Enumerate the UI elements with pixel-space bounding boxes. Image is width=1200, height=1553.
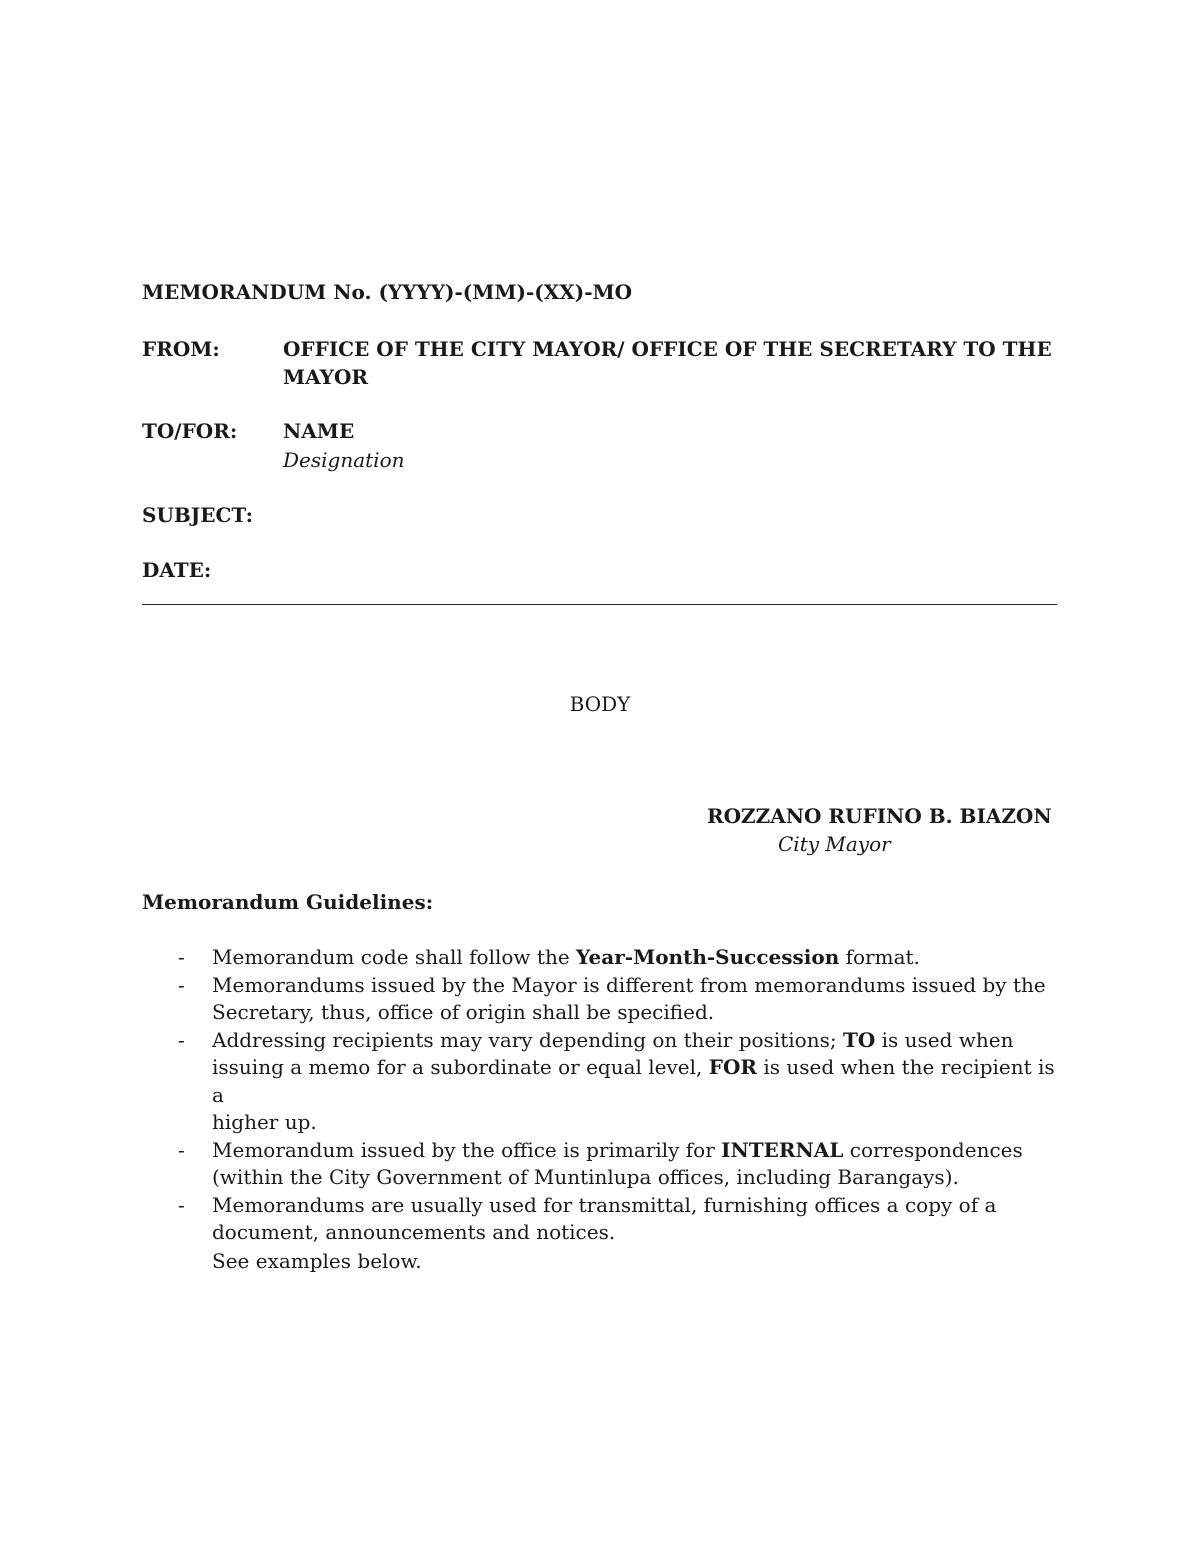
from-value-line-1: OFFICE OF THE CITY MAYOR/ OFFICE OF THE SECRETARY TO THE (283, 337, 1052, 361)
date-label: DATE: (142, 558, 212, 582)
list-item: - Memorandums are usually used for transmittal, furnishing offices a copy of a document, announcements and notices. (178, 1192, 997, 1244)
list-item: - Memorandum issued by the office is primarily for INTERNAL correspondences (within the City Government of Muntinlupa offices, including Barangays). (178, 1137, 1023, 1189)
memorandum-number: MEMORANDUM No. (YYYY)-(MM)-(XX)-MO (142, 280, 633, 304)
bullet-dash: - (178, 945, 185, 969)
from-value-line-2: MAYOR (283, 365, 368, 389)
list-item: - Addressing recipients may vary depending on their positions; TO is used when issuing a memo for a subordinate or equal level, FOR is used when the recipient is a higher up. (178, 1027, 1055, 1134)
closing-note: See examples below. (212, 1249, 422, 1273)
guidelines-heading: Memorandum Guidelines: (142, 890, 434, 914)
recipient-name: NAME (283, 419, 355, 443)
guidelines-list (142, 944, 1062, 1247)
bullet-dash: - (178, 1137, 185, 1162)
to-for-label: TO/FOR: (142, 419, 238, 443)
signatory-name: ROZZANO RUFINO B. BIAZON (707, 804, 1052, 828)
header-divider (142, 604, 1057, 605)
bullet-dash: - (178, 1192, 185, 1217)
list-item: - Memorandum code shall follow the Year-Month-Succession format. (142, 944, 1062, 972)
from-label: FROM: (142, 337, 220, 361)
signatory-title: City Mayor (778, 832, 891, 856)
body-placeholder: BODY (569, 692, 631, 716)
bullet-dash: - (178, 1027, 185, 1052)
subject-label: SUBJECT: (142, 503, 253, 527)
recipient-designation: Designation (283, 448, 405, 472)
bullet-dash: - (178, 972, 185, 997)
list-item: - Memorandums issued by the Mayor is different from memorandums issued by the Secretary, thus, office of origin shall be specified. (178, 972, 1046, 1024)
